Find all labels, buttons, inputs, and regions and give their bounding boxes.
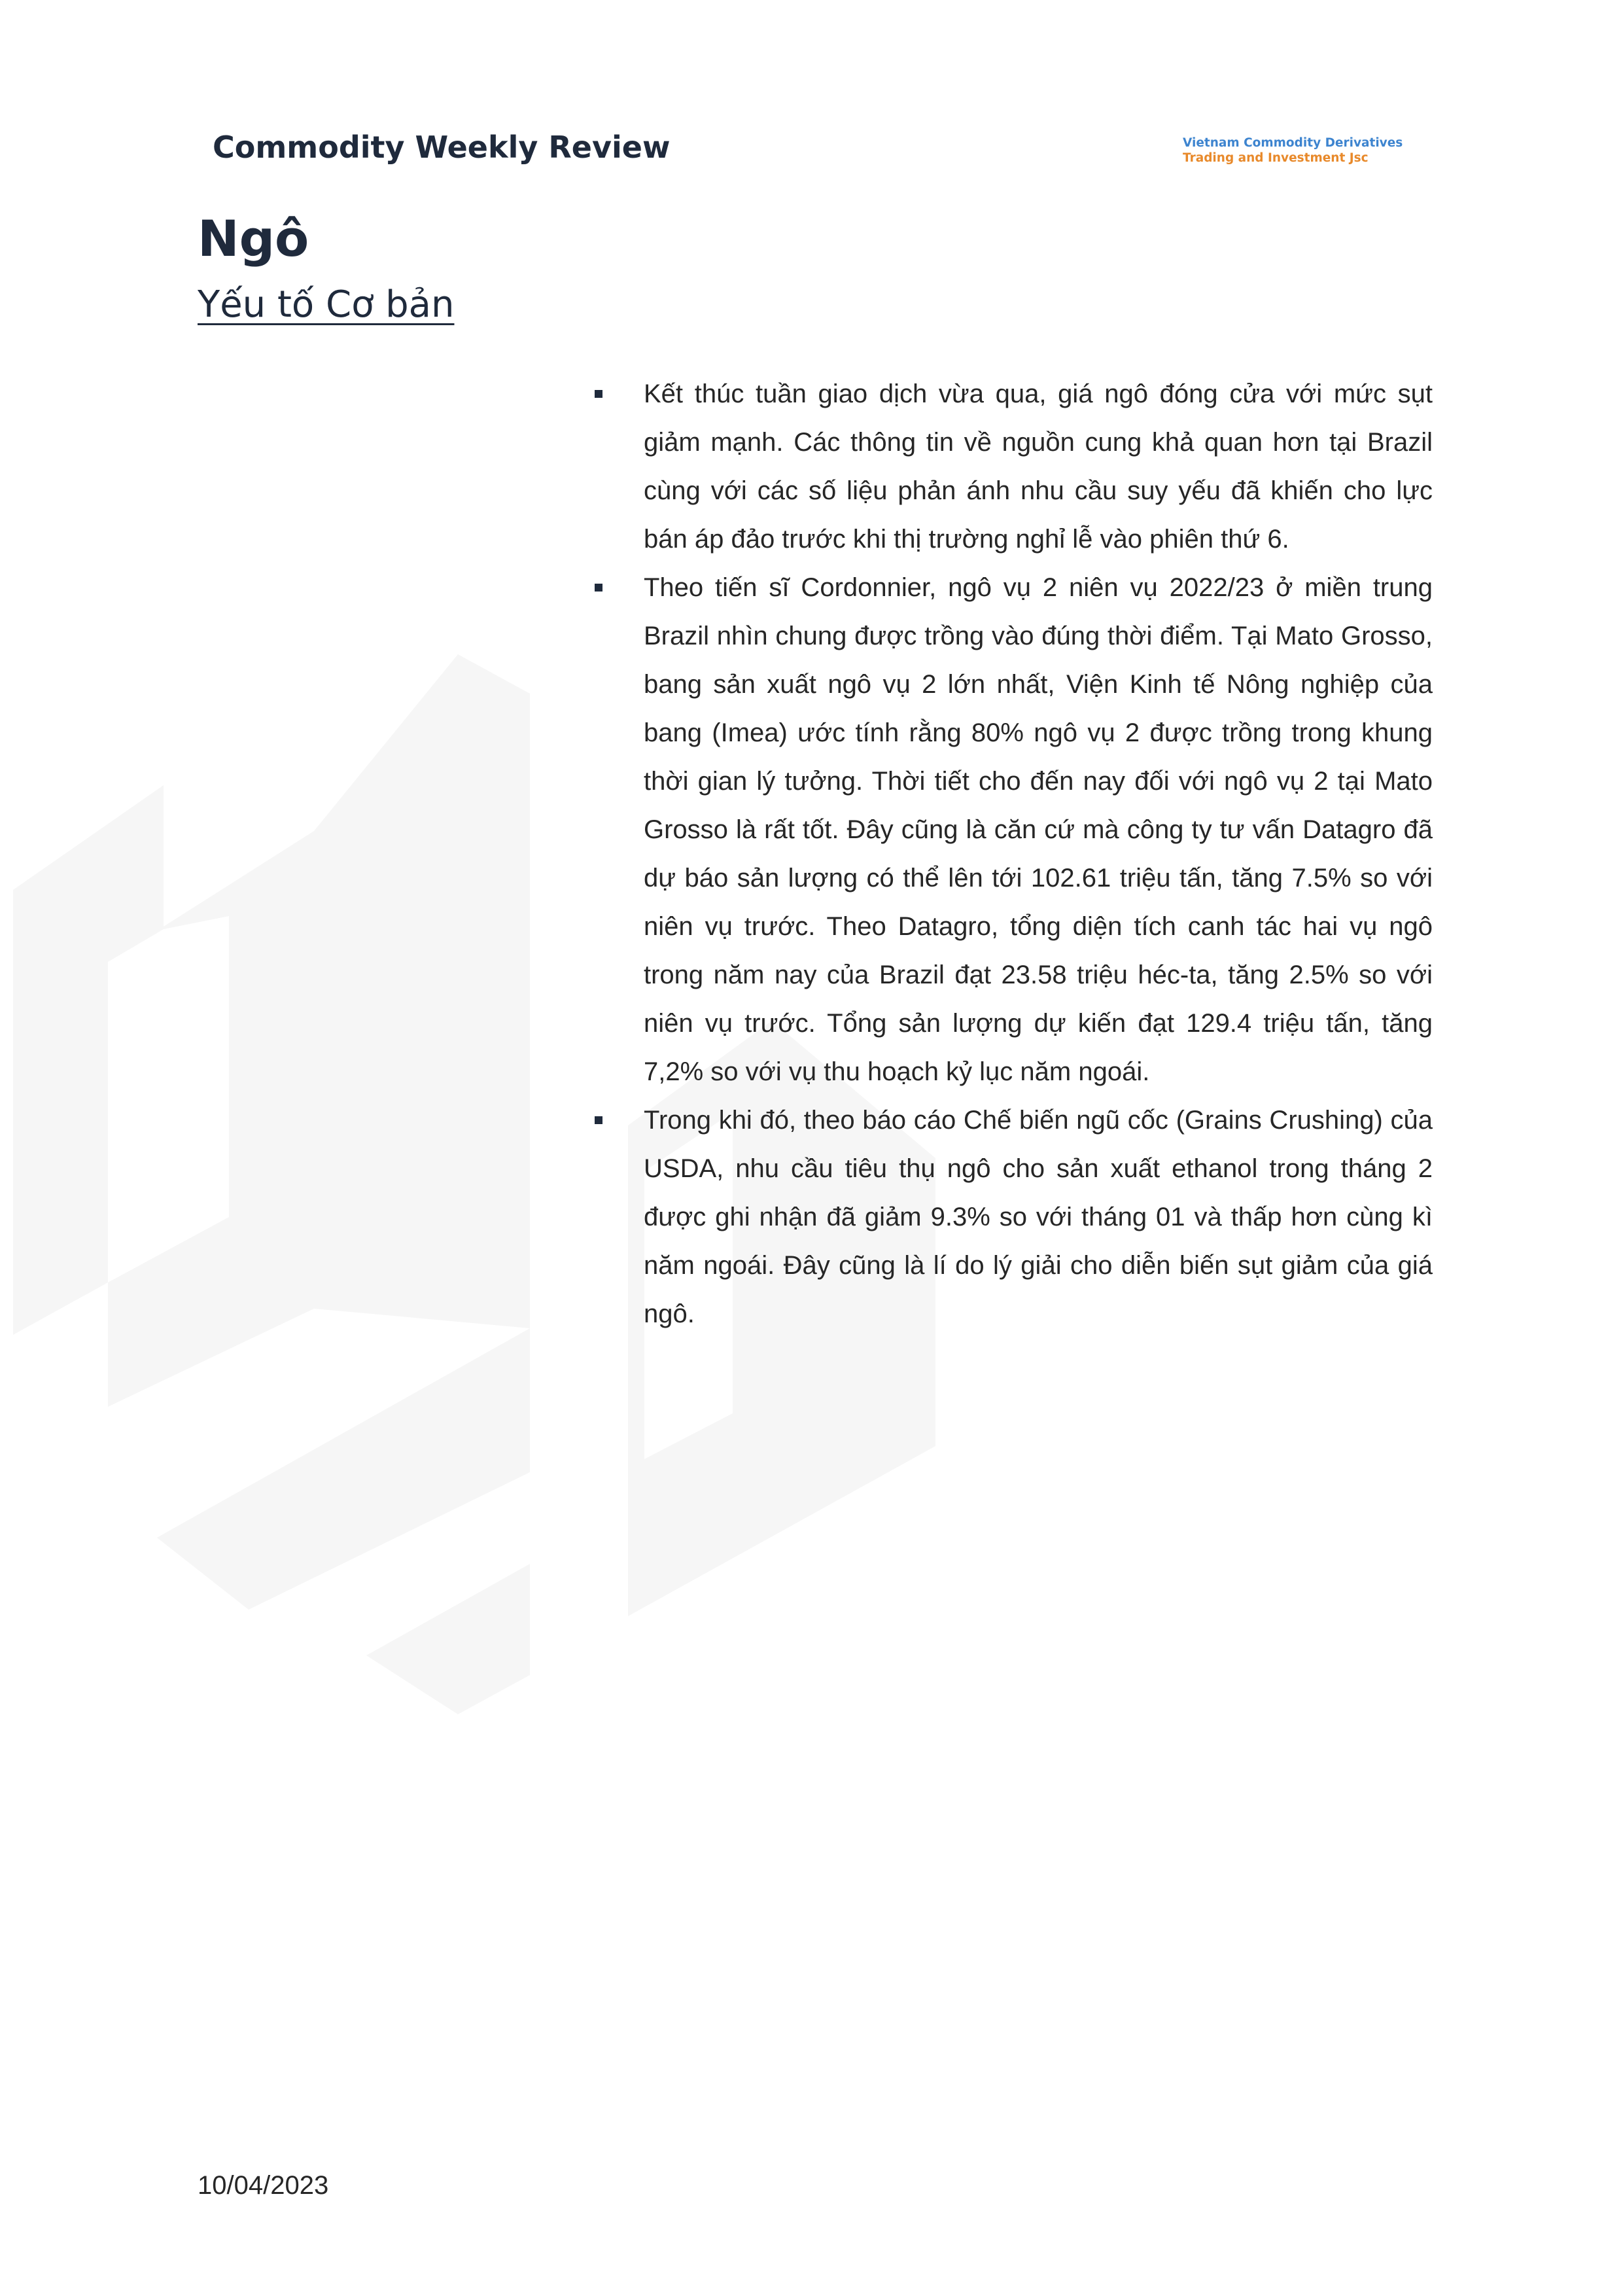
list-item — [592, 370, 1433, 563]
fundamentals-list — [592, 370, 1433, 1338]
logo-line-1: Vietnam Commodity Derivatives — [1183, 136, 1403, 150]
logo-line-2: Trading and Investment Jsc — [1183, 151, 1369, 165]
square-bullet-icon — [595, 584, 602, 592]
section-title: Ngô — [198, 209, 309, 268]
section-subtitle: Yếu tố Cơ bản — [198, 283, 455, 326]
list-item — [592, 1096, 1433, 1338]
bullet-text: Theo tiến sĩ Cordonnier, ngô vụ 2 niên vụ 2022/23 ở miền trung Brazil nhìn chung được trồng vào đúng thời điểm. Tại Mato Grosso, bang sản xuất ngô vụ 2 lớn nhất, Viện Kinh tế Nông nghiệp của bang (Imea) ước tính rằng 80% ngô vụ 2 được trồng trong khung thời gian lý tưởng. Thời tiết cho đến nay đối với ngô vụ 2 tại Mato Grosso là rất tốt. Đây cũng là căn cứ mà công ty tư vấn Datagro đã dự báo sản lượng có thể lên tới 102.61 triệu tấn, tăng 7.5% so với niên vụ trước. Theo Datagro, tổng diện tích canh tác hai vụ ngô trong năm nay của Brazil đạt 23.58 triệu héc-ta, tăng 2.5% so với niên vụ trước. Tổng sản lượng dự kiến đạt 129.4 triệu tấn, tăng 7,2% so với vụ thu hoạch kỷ lục năm ngoái. — [644, 573, 1433, 1086]
company-logo — [1183, 135, 1403, 166]
list-item — [592, 563, 1433, 1096]
bullet-text: Trong khi đó, theo báo cáo Chế biến ngũ cốc (Grains Crushing) của USDA, nhu cầu tiêu thụ ngô cho sản xuất ethanol trong tháng 2 được ghi nhận đã giảm 9.3% so với tháng 01 và thấp hơn cùng kì năm ngoái. Đây cũng là lí do lý giải cho diễn biến sụt giảm của giá ngô. — [644, 1106, 1433, 1328]
report-date: 10/04/2023 — [198, 2171, 329, 2200]
bullet-text: Kết thúc tuần giao dịch vừa qua, giá ngô đóng cửa với mức sụt giảm mạnh. Các thông tin về nguồn cung khả quan hơn tại Brazil cùng với các số liệu phản ánh nhu cầu suy yếu đã khiến cho lực bán áp đảo trước khi thị trường nghỉ lễ vào phiên thứ 6. — [644, 380, 1433, 554]
square-bullet-icon — [595, 390, 602, 398]
report-title: Commodity Weekly Review — [213, 130, 671, 165]
square-bullet-icon — [595, 1116, 602, 1124]
